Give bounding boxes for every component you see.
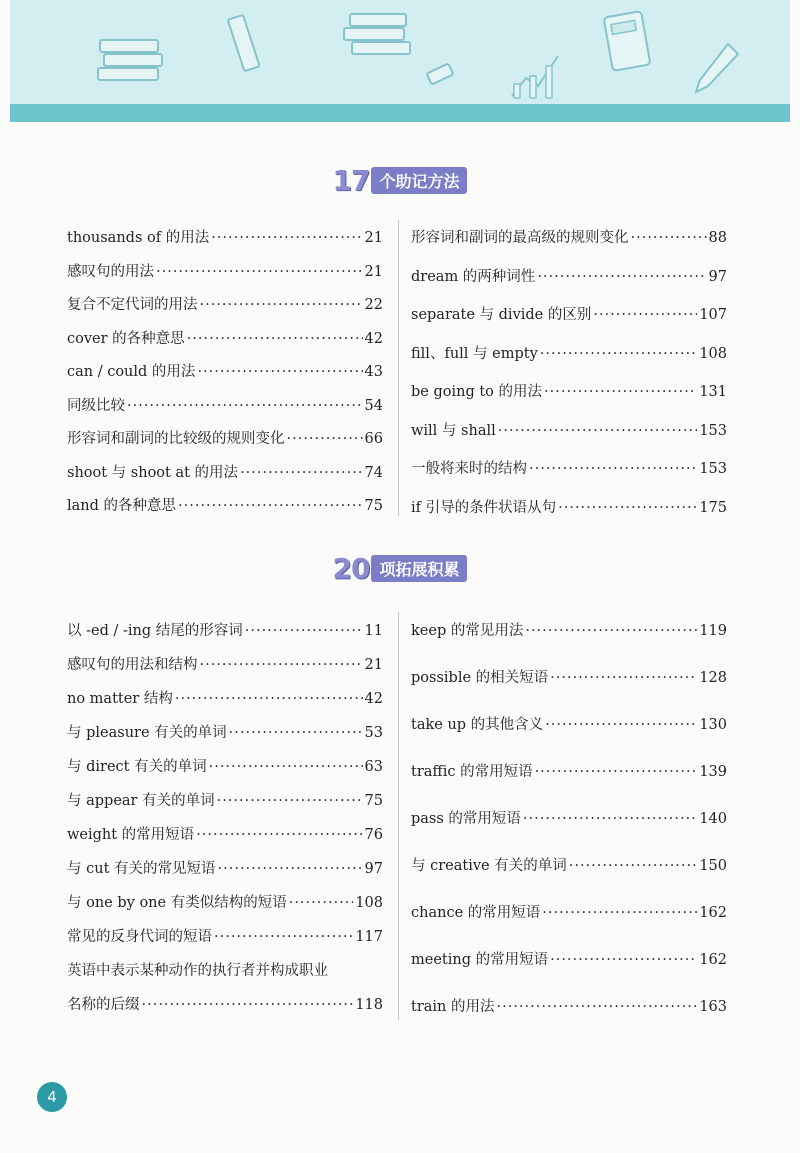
toc-entry-line2[interactable]: 名称的后缀 ····· 118 — [67, 993, 383, 1014]
toc-entry[interactable]: 与 appear 有关的单词 ····· 75 — [67, 789, 383, 810]
toc-entry[interactable]: 形容词和副词的最高级的规则变化 ····· 88 — [411, 226, 727, 247]
toc-entry[interactable]: take up 的其他含义 ····· 130 — [411, 713, 727, 734]
toc-entry[interactable]: meeting 的常用短语 ····· 162 — [411, 948, 727, 969]
section-title-mnemonics — [0, 165, 800, 195]
toc-entry[interactable]: 形容词和副词的比较级的规则变化 ····· 66 — [67, 427, 383, 448]
toc-entry[interactable]: can / could 的用法 ····· 43 — [67, 360, 383, 381]
toc-entry[interactable]: 同级比较 ····· 54 — [67, 394, 383, 415]
toc-entry[interactable]: separate 与 divide 的区别 ····· 107 — [411, 303, 727, 324]
toc-entry[interactable]: 感叹句的用法和结构 ····· 21 — [67, 653, 383, 674]
page-number: 4 — [47, 1088, 57, 1106]
toc-entry[interactable]: chance 的常用短语 ····· 162 — [411, 901, 727, 922]
toc-entry[interactable]: 复合不定代词的用法 ····· 22 — [67, 293, 383, 314]
column-divider — [398, 220, 399, 516]
toc-entry[interactable]: dream 的两种词性 ····· 97 — [411, 265, 727, 286]
toc-entry[interactable]: 与 one by one 有类似结构的短语 ····· 108 — [67, 891, 383, 912]
section-number: 20 — [332, 551, 370, 585]
books-icon — [96, 36, 166, 86]
toc-entry[interactable]: 常见的反身代词的短语 ····· 117 — [67, 925, 383, 946]
toc-entry[interactable]: thousands of 的用法 ····· 21 — [67, 226, 383, 247]
toc-entry-line1[interactable]: 英语中表示某种动作的执行者并构成职业 — [67, 963, 328, 979]
toc-entry[interactable]: 与 direct 有关的单词 ····· 63 — [67, 755, 383, 776]
toc-entry[interactable]: 一般将来时的结构 ····· 153 — [411, 457, 727, 478]
toc-entry[interactable]: fill、full 与 empty ····· 108 — [411, 342, 727, 363]
section-number: 17 — [332, 163, 370, 197]
toc-entry[interactable]: land 的各种意思 ····· 75 — [67, 494, 383, 515]
toc-entry[interactable]: weight 的常用短语 ····· 76 — [67, 823, 383, 844]
chart-icon — [506, 44, 566, 102]
pencil-icon — [692, 40, 742, 96]
toc-entry[interactable]: will 与 shall ····· 153 — [411, 419, 727, 440]
toc-entry[interactable]: 与 pleasure 有关的单词 ····· 53 — [67, 721, 383, 742]
toc-entry[interactable]: train 的用法 ····· 163 — [411, 995, 727, 1016]
books-icon — [340, 12, 420, 62]
section-title-extensions — [0, 553, 800, 583]
header-strip — [10, 104, 790, 122]
toc-entry[interactable]: be going to 的用法 ····· 131 — [411, 380, 727, 401]
page-number-badge — [37, 1082, 67, 1112]
toc-entry[interactable]: possible 的相关短语 ····· 128 — [411, 666, 727, 687]
toc-entry[interactable]: 与 creative 有关的单词 ····· 150 — [411, 854, 727, 875]
section-label: 项拓展积累 — [371, 555, 467, 582]
toc-entry[interactable]: 以 -ed / -ing 结尾的形容词 ····· 11 — [67, 619, 383, 640]
toc-entry[interactable]: 感叹句的用法 ····· 21 — [67, 260, 383, 281]
calculator-icon — [600, 10, 654, 74]
toc-entry[interactable]: traffic 的常用短语 ····· 139 — [411, 760, 727, 781]
toc-entry[interactable]: cover 的各种意思 ····· 42 — [67, 327, 383, 348]
ruler-icon — [226, 14, 266, 74]
toc-entry[interactable]: keep 的常见用法 ····· 119 — [411, 619, 727, 640]
toc-entry[interactable]: shoot 与 shoot at 的用法 ····· 74 — [67, 461, 383, 482]
toc-entry[interactable]: 与 cut 有关的常见短语 ····· 97 — [67, 857, 383, 878]
toc-entry[interactable]: no matter 结构 ····· 42 — [67, 687, 383, 708]
toc-entry[interactable]: if 引导的条件状语从句 ····· 175 — [411, 496, 727, 517]
section-label: 个助记方法 — [371, 167, 467, 194]
eraser-icon — [424, 62, 458, 90]
column-divider — [398, 612, 399, 1020]
toc-entry[interactable]: pass 的常用短语 ····· 140 — [411, 807, 727, 828]
